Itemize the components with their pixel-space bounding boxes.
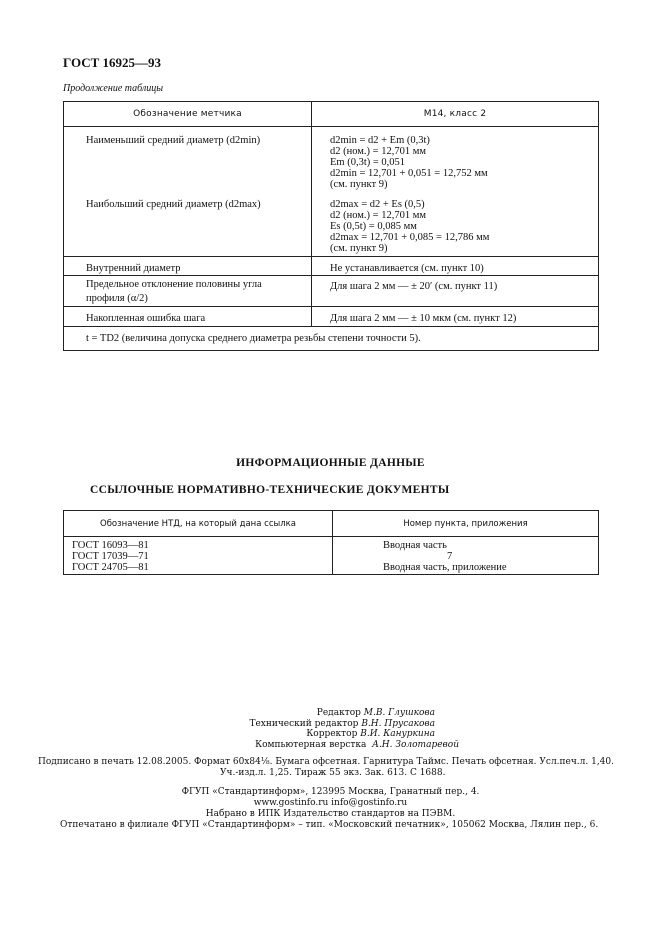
table-row [64,537,599,575]
document-list [64,537,333,575]
references-table [63,510,599,575]
row-value: Для шага 2 мм — ± 20′ (см. пункт 11) [312,276,599,307]
continuation-label: Продолжение таблицы [63,83,164,94]
table-footnote: t = TD2 (величина допуска среднего диаметра резьбы степени точности 5). [64,327,599,351]
row-label: Внутренний диаметр [64,257,312,276]
row-label: Наименьший средний диаметр (d2min) [64,127,312,191]
formula-line: d2min = d2 + Em (0,3t) [330,135,430,146]
credit-line: Корректор В.И. Кануркина [306,729,435,739]
table-header-row [64,511,599,537]
row-value: Не устанавливается (см. пункт 10) [312,257,599,276]
document-item: ГОСТ 17039—71 [72,551,149,562]
publisher-line: Отпечатано в филиале ФГУП «Стандартинформ» – тип. «Московский печатник», 105062 Москва, Лялин пер., 6. [60,820,599,830]
row-label: Наибольший средний диаметр (d2max) [64,191,312,257]
formula-line: Em (0,3t) = 0,051 [330,157,406,168]
column-header-clause: Номер пункта, приложения [333,511,599,537]
formula-line: d2 (ном.) = 12,701 мм [330,209,427,221]
publisher-line: www.gostinfo.ru info@gostinfo.ru [253,798,408,808]
table-row [64,307,599,327]
table-footnote-row [64,327,599,351]
row-value [312,127,599,191]
formula-line: (см. пункт 9) [330,179,388,190]
editorial-credits [0,708,661,750]
formula-line: d2 (ном.) = 12,701 мм [330,146,427,157]
print-line: Подписано в печать 12.08.2005. Формат 60x84⅛. Бумага офсетная. Гарнитура Таймс. Печать офсетная. Усл.печ.л. 1,40. [38,757,614,767]
row-label: Накопленная ошибка шага [64,307,312,327]
row-value [312,191,599,257]
table-row [64,127,599,191]
section-title-references: ССЫЛОЧНЫЕ НОРМАТИВНО-ТЕХНИЧЕСКИЕ ДОКУМЕНТЫ [90,484,450,496]
publisher-info [0,787,661,831]
publisher-line: Набрано в ИПК Издательство стандартов на ПЭВМ. [205,809,456,819]
formula-line: d2max = d2 + Es (0,5) [330,198,425,210]
print-line: Уч.-изд.л. 1,25. Тираж 55 экз. Зак. 613. С 1688. [220,768,446,778]
clause-list [333,537,599,575]
print-details [38,757,628,779]
row-label: Предельное отклонение половины угла профиля (α/2) [64,276,312,307]
credit-line: Технический редактор В.Н. Прусакова [249,718,435,729]
table-row [64,276,599,307]
clause-item: 7 [447,551,453,562]
formula-line: d2max = 12,701 + 0,085 = 12,786 мм [330,231,490,243]
row-value: Для шага 2 мм — ± 10 мкм (см. пункт 12) [312,307,599,327]
credit-line: Редактор М.В. Глушкова [316,708,435,718]
document-header: ГОСТ 16925—93 [63,55,162,70]
formula-line: Es (0,5t) = 0,085 мм [330,220,417,232]
table-row [64,257,599,276]
credit-line: Компьютерная верстка А.Н. Золотаревой [255,739,459,750]
formula-line: (см. пункт 9) [330,242,388,254]
document-item: ГОСТ 16093—81 [72,540,149,551]
section-title-info: ИНФОРМАЦИОННЫЕ ДАННЫЕ [236,457,425,469]
clause-item: Вводная часть [383,540,447,551]
publisher-line: ФГУП «Стандартинформ», 123995 Москва, Гранатный пер., 4. [181,787,480,797]
column-header-tap: Обозначение метчика [64,102,312,127]
tap-parameters-table [63,101,599,351]
column-header-document: Обозначение НТД, на который дана ссылка [64,511,333,537]
table-row [64,191,599,257]
formula-line: d2min = 12,701 + 0,051 = 12,752 мм [330,168,488,179]
table-header-row [64,102,599,127]
document-item: ГОСТ 24705—81 [72,562,149,573]
clause-item: Вводная часть, приложение [383,562,507,573]
column-header-size: M14, класс 2 [312,102,599,127]
